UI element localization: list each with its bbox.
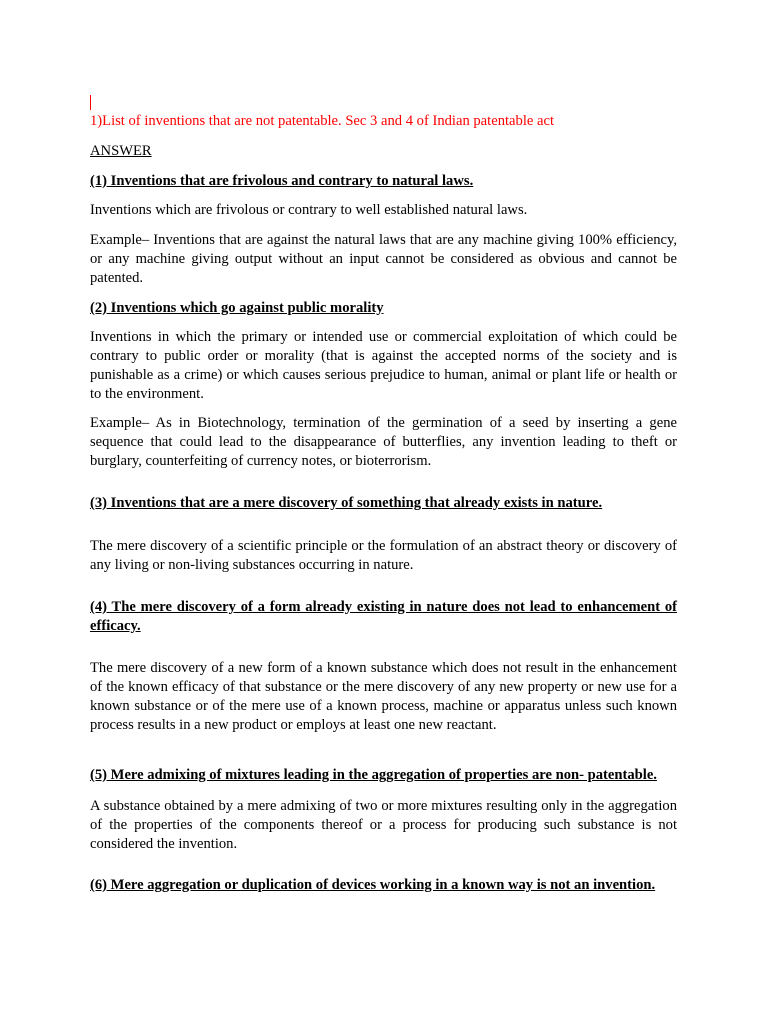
section-2-paragraph-2: Example– As in Biotechnology, termination of the germination of a seed by inserting a gene sequence that could lead to the disappearance of butterflies, any invention leading to theft or burglary, counterfeiting of currency notes, or bioterrorism. [90,415,677,469]
section-4-paragraph-1: The mere discovery of a new form of a known substance which does not result in the enhancement of the known efficacy of that substance or the mere discovery of any new property or new use for a known substance or of the mere use of a known process, machine or apparatus unless such known process results in a new product or employs at least one new reactant. [90,660,677,733]
text-cursor [90,95,91,110]
section-3-paragraph-1: The mere discovery of a scientific principle or the formulation of an abstract theory or discovery of any living or non-living substances occurring in nature. [90,538,677,573]
section-5-heading: (5) Mere admixing of mixtures leading in the aggregation of properties are non- patentable. [90,767,657,783]
section-4-heading: (4) The mere discovery of a form already existing in nature does not lead to enhancement of efficacy. [90,599,677,634]
section-1-heading: (1) Inventions that are frivolous and contrary to natural laws. [90,173,474,189]
section-2-paragraph-1: Inventions in which the primary or intended use or commercial exploitation of which could be contrary to public order or morality (that is against the accepted norms of the society and is punishable as a crime) or which causes serious prejudice to human, animal or plant life or health or to the environment. [90,329,677,402]
section-3-heading: (3) Inventions that are a mere discovery of something that already exists in nature. [90,495,603,511]
question-line: 1)List of inventions that are not patentable. Sec 3 and 4 of Indian patentable act [90,113,555,129]
answer-label: ANSWER [90,143,152,159]
section-6-heading: (6) Mere aggregation or duplication of devices working in a known way is not an invention. [90,877,656,893]
section-5-paragraph-1: A substance obtained by a mere admixing of two or more mixtures resulting only in the aggregation of the properties of the components thereof or a process for producing such substance is not considered the invention. [90,798,677,852]
section-1-paragraph-2: Example– Inventions that are against the natural laws that are any machine giving 100% efficiency, or any machine giving output without an input cannot be considered as obvious and cannot be patented. [90,232,677,286]
section-2-heading: (2) Inventions which go against public morality [90,300,384,316]
section-1-paragraph-1: Inventions which are frivolous or contrary to well established natural laws. [90,202,528,218]
